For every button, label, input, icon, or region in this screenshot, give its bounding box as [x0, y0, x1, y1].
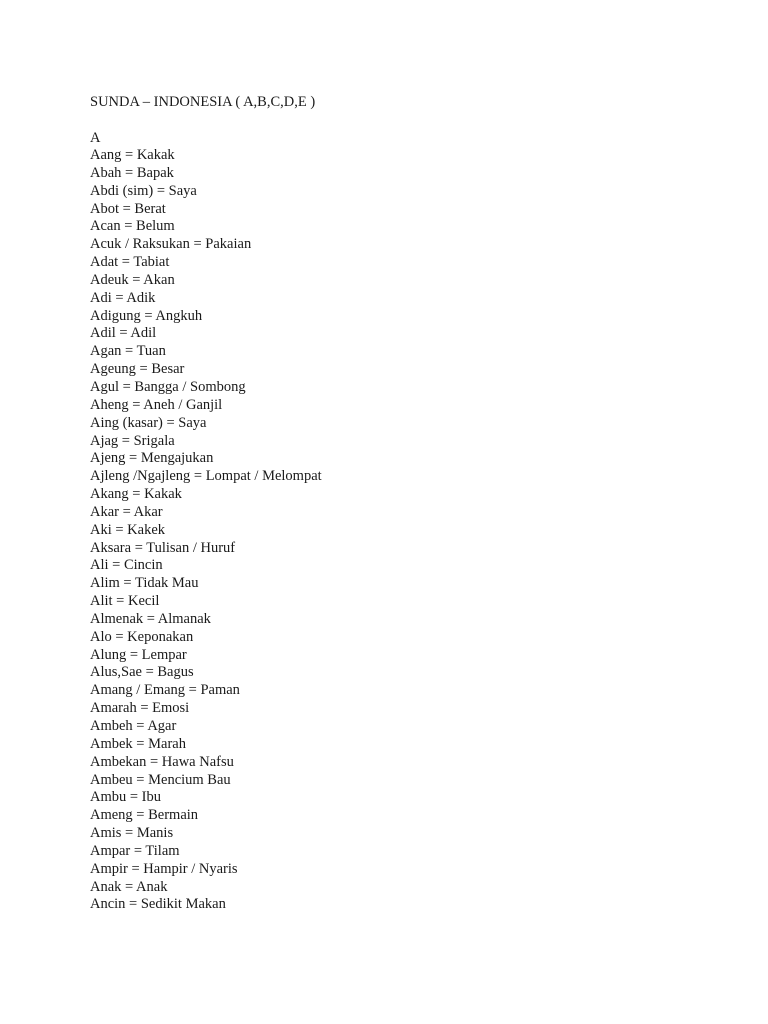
dictionary-entry: Aksara = Tulisan / Huruf: [90, 539, 236, 556]
dictionary-entry: Abdi (sim) = Saya: [90, 182, 197, 199]
dictionary-entry: Ali = Cincin: [90, 557, 163, 574]
dictionary-entry: Alung = Lempar: [90, 646, 187, 663]
dictionary-entry: Ambu = Ibu: [90, 789, 162, 806]
dictionary-entry: Aheng = Aneh / Ganjil: [90, 396, 223, 413]
dictionary-entry: Ajleng /Ngajleng = Lompat / Melompat: [90, 468, 322, 485]
dictionary-entry: Amang / Emang = Paman: [90, 682, 240, 699]
dictionary-entry: Alim = Tidak Mau: [90, 575, 199, 592]
dictionary-entry: Ampir = Hampir / Nyaris: [90, 860, 238, 877]
dictionary-entry: Alus,Sae = Bagus: [90, 664, 194, 681]
document-title: SUNDA – INDONESIA ( A,B,C,D,E ): [90, 94, 316, 110]
dictionary-entry: Ambek = Marah: [90, 735, 186, 752]
dictionary-entry: Acan = Belum: [90, 218, 175, 235]
dictionary-entry: Ajeng = Mengajukan: [90, 450, 214, 467]
dictionary-entry: Adeuk = Akan: [90, 271, 175, 288]
dictionary-entry: Ageung = Besar: [90, 361, 185, 378]
dictionary-entry: Acuk / Raksukan = Pakaian: [90, 236, 252, 253]
dictionary-entry: Aing (kasar) = Saya: [90, 414, 207, 431]
dictionary-entry: Ambekan = Hawa Nafsu: [90, 753, 234, 770]
dictionary-entry: Akang = Kakak: [90, 486, 182, 503]
dictionary-entry: Ambeu = Mencium Bau: [90, 771, 231, 788]
dictionary-entry: Ancin = Sedikit Makan: [90, 896, 226, 913]
dictionary-entry-list: [90, 147, 322, 914]
dictionary-entry: Ampar = Tilam: [90, 842, 180, 859]
dictionary-entry: Ambeh = Agar: [90, 718, 177, 734]
dictionary-entry: Alo = Keponakan: [90, 628, 194, 645]
dictionary-entry: Anak = Anak: [90, 878, 168, 895]
dictionary-entry: Adi = Adik: [90, 289, 156, 306]
dictionary-entry: Amis = Manis: [90, 825, 174, 842]
dictionary-entry: Adigung = Angkuh: [90, 307, 203, 324]
dictionary-entry: Agul = Bangga / Sombong: [90, 378, 246, 395]
dictionary-entry: Ajag = Srigala: [90, 432, 175, 449]
dictionary-entry: Abot = Berat: [90, 200, 166, 217]
section-heading-a: A: [90, 130, 101, 146]
dictionary-entry: Adat = Tabiat: [90, 254, 170, 271]
dictionary-entry: Amarah = Emosi: [90, 700, 190, 717]
dictionary-entry: Abah = Bapak: [90, 164, 174, 181]
dictionary-entry: Akar = Akar: [90, 503, 163, 520]
dictionary-entry: Aki = Kakek: [90, 521, 166, 538]
dictionary-entry: Aang = Kakak: [90, 147, 175, 163]
dictionary-entry: Adil = Adil: [90, 325, 157, 342]
dictionary-entry: Alit = Kecil: [90, 593, 160, 610]
dictionary-entry: Almenak = Almanak: [90, 610, 211, 627]
dictionary-entry: Agan = Tuan: [90, 343, 166, 360]
dictionary-entry: Ameng = Bermain: [90, 807, 199, 824]
